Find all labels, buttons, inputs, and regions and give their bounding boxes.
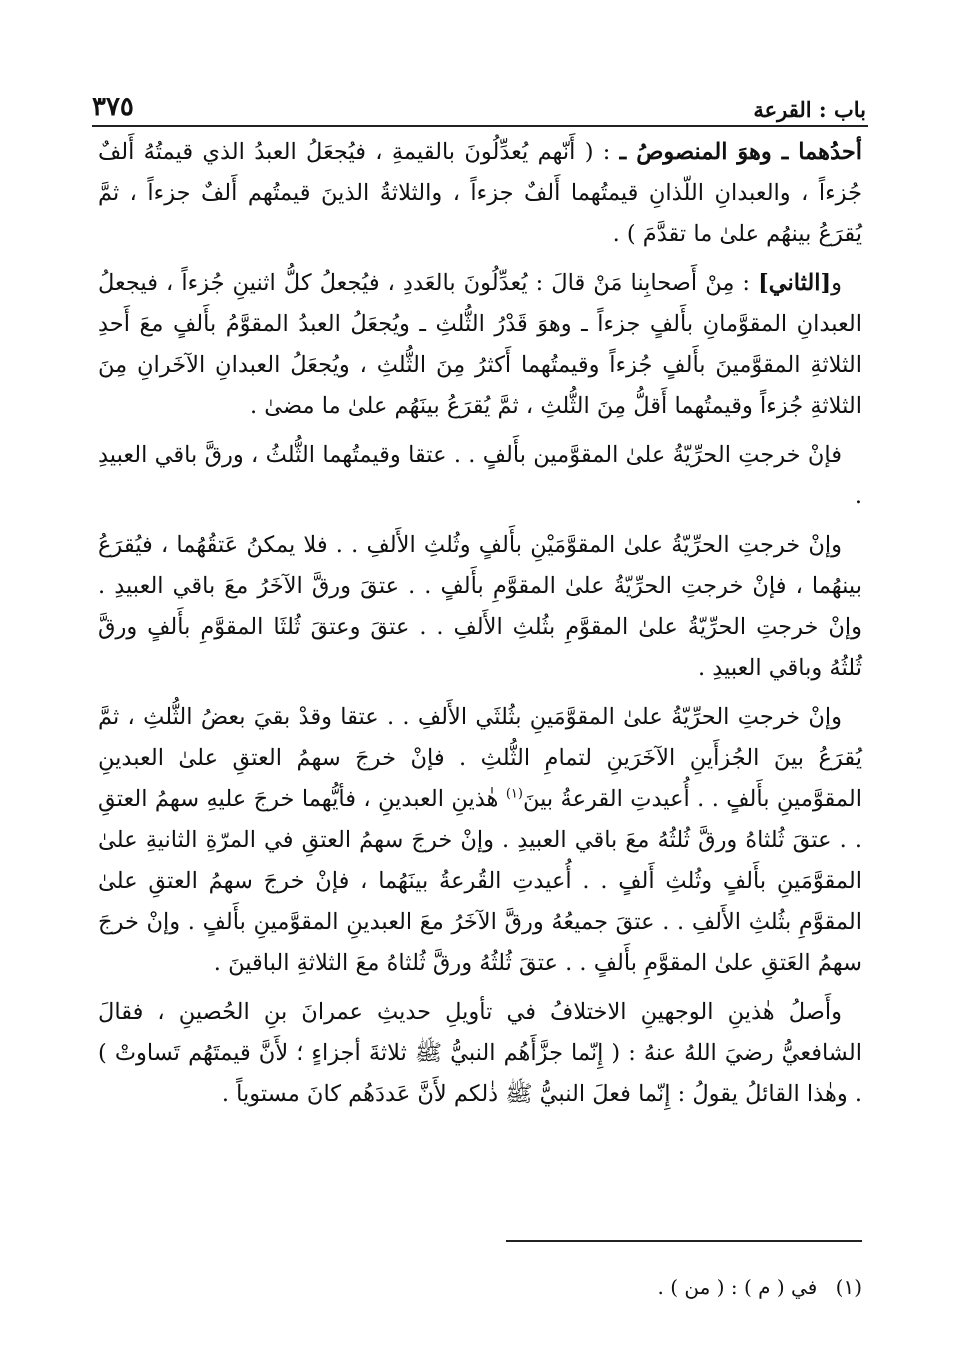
footnote (98, 1272, 862, 1302)
paragraph-4: وإنْ خرجتِ الحرِّيّةُ علىٰ المقوَّمَيْنِ بأَلفٍ وثُلثِ الأَلفِ . . فلا يمكنُ عَتقُهُما ، فيُقرَعُ بينهُما ، فإنْ خرجتِ الحرِّيّةُ علىٰ المقوَّمِ بأَلفٍ . . عتقَ ورقَّ الآخَرُ معَ باقي العبيدِ . وإنْ خرجتِ الحرِّيّةُ علىٰ المقوَّمِ بثُلثِ الأَلفِ . . عتقَ وعتقَ ثُلثَا المقوَّمِ بأَلفٍ ورقَّ ثُلثُهُ وباقي العبيدِ . (98, 532, 862, 681)
paragraph-2-heading: [الثاني] (758, 270, 832, 296)
header-divider (92, 125, 868, 127)
paragraph-5-text-b: هٰذينِ العبدينِ ، فأيُّهما خرجَ عليهِ سهمُ العتقِ . . عتقَ ثُلثاهُ ورقَّ ثُلثُهُ معَ باقي العبيدِ . وإنْ خرجَ سهمُ العتقِ في المرّةِ الثانيةِ علىٰ المقوَّمَينِ بأَلفٍ وثُلثِ أَلفٍ . . أُعيدتِ القُرعةُ بينَهُما ، فإنْ خرجَ سهمُ العتقِ علىٰ المقوَّمِ بثُلثِ الأَلفِ . . عتقَ جميعُهُ ورقَّ الآخَرُ معَ العبدينِ المقوَّمينِ بأَلفٍ . وإنْ خرجَ سهمُ العَتقِ علىٰ المقوَّمِ بأَلفٍ . . عتقَ ثُلثُهُ ورقَّ ثُلثاهُ معَ الثلاثةِ الباقينَ . (98, 786, 862, 976)
page-header (92, 78, 866, 122)
paragraph-1-heading: أحدُهما ـ وهوَ المنصوصُ ـ (619, 139, 863, 165)
paragraph-1 (98, 132, 862, 255)
paragraph-5 (98, 697, 862, 984)
paragraph-1-text: : ( أَنّهم يُعدِّلُونَ بالقيمةِ ، فيُجعَلُ العبدُ الذي قيمتُهُ أَلفٌ جُزءاً ، والعبدانِ اللّذانِ قيمتُهما أَلفٌ جزءاً ، والثلاثةُ الذينَ قيمتُهم أَلفٌ جزءاً ، ثمَّ يُقرَعُ بينهُم علىٰ ما تقدَّمَ ) . (98, 139, 862, 247)
paragraph-6: وأَصلُ هٰذينِ الوجهينِ الاختلافُ في تأويلِ حديثِ عمرانَ بنِ الحُصينِ ، فقالَ الشافعيُّ رضيَ اللهُ عنهُ : ( إِنّما جزَّأَهُم النبيُّ ﷺ ثلاثةَ أجزاءٍ ؛ لأَنَّ قيمتَهُم تَساوتْ ) . وهٰذا القائلُ يقولُ : إِنّما فعلَ النبيُّ ﷺ ذٰلكم لأَنَّ عَددَهُم كانَ مستوياً . (98, 999, 862, 1107)
chapter-title: باب : القرعة (753, 97, 866, 122)
paragraph-2-text: : مِنْ أَصحابِنا مَنْ قالَ : يُعدِّلُونَ بالعَددِ ، فيُجعلُ كلُّ اثنينِ جُزءاً ، فيجعلُ العبدانِ المقوَّمانِ بأَلفٍ جزءاً ـ وهوَ قَدْرُ الثُّلثِ ـ ويُجعَلُ العبدُ المقوَّمُ بأَلفٍ معَ أَحدِ الثلاثةِ المقوَّمينَ بأَلفٍ جُزءاً وقيمتُهما أَكثرُ مِنَ الثُّلثِ ، ويُجعَلُ العبدانِ الآخَرانِ مِنَ الثلاثةِ جُزءاً وقيمتُهما أَقلُّ مِنَ الثُّلثِ ، ثمَّ يُقرَعُ بينَهُم علىٰ ما مضىٰ . (98, 270, 862, 419)
paragraph-2 (98, 263, 862, 427)
paragraph-3: فإنْ خرجتِ الحرِّيّةُ علىٰ المقوَّمين بأَلفٍ . . عتقا وقيمتُهما الثُّلثُ ، ورقَّ باقي العبيدِ . (98, 442, 862, 509)
page-number: ٣٧٥ (92, 92, 134, 122)
paragraph-5-text-a: وإنْ خرجتِ الحرِّيّةُ علىٰ المقوَّمَينِ بثُلثَي الأَلفِ . . عتقا وقدْ بقيَ بعضُ الثُّلثِ ، ثمَّ يُقرَعُ بينَ الجُزأَينِ الآخَرَينِ لتمامِ الثُّلثِ . فإنْ خرجَ سهمُ العتقِ علىٰ العبدينِ المقوَّمينِ بأَلفٍ . . أُعيدتِ القرعةُ بينَ (98, 704, 862, 812)
main-text (98, 132, 862, 1123)
footnote-marker: (١) (505, 786, 523, 802)
footnote-number: (١) (835, 1275, 862, 1299)
paragraph-2-prefix: و (831, 270, 842, 296)
footnote-divider (506, 1240, 862, 1242)
footnote-text: في ( م ) : ( من ) . (657, 1275, 818, 1299)
